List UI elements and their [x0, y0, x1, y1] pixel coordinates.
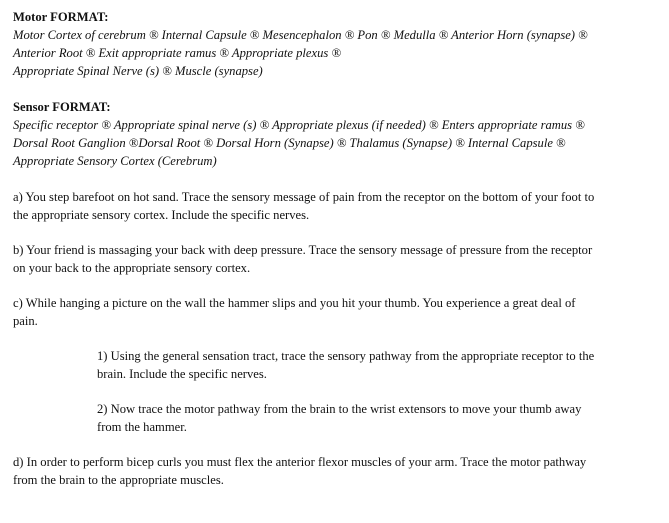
question-c2-line-1: 2) Now trace the motor pathway from the brain to the wrist extensors to move your thumb away	[97, 402, 582, 416]
motor-format-line-1: Motor Cortex of cerebrum ® Internal Capsule ® Mesencephalon ® Pon ® Medulla ® Anterior Horn (synapse) ®	[13, 28, 588, 42]
sensor-format-line-1: Specific receptor ® Appropriate spinal nerve (s) ® Appropriate plexus (if needed) ® Enters appropriate ramus ®	[13, 118, 585, 132]
question-b-line-1: b) Your friend is massaging your back with deep pressure. Trace the sensory message of pressure from the receptor	[13, 243, 593, 257]
question-a-line-1: a) You step barefoot on hot sand. Trace the sensory message of pain from the receptor on the bottom of your foot to	[13, 190, 595, 204]
question-c-line-2: pain.	[13, 314, 38, 328]
sensor-format-heading: Sensor FORMAT:	[13, 100, 111, 114]
question-c2-line-2: from the hammer.	[97, 420, 187, 434]
question-c1-line-2: brain. Include the specific nerves.	[97, 367, 267, 381]
sensor-format-line-2: Dorsal Root Ganglion ®Dorsal Root ® Dorsal Horn (Synapse) ® Thalamus (Synapse) ® Internal Capsule ®	[13, 136, 566, 150]
motor-format-heading: Motor FORMAT:	[13, 10, 109, 24]
motor-format-line-3: Appropriate Spinal Nerve (s) ® Muscle (synapse)	[13, 64, 263, 78]
question-d-line-1: d) In order to perform bicep curls you must flex the anterior flexor muscles of your arm. Trace the motor pathway	[13, 455, 587, 469]
motor-format-line-2: Anterior Root ® Exit appropriate ramus ® Appropriate plexus ®	[13, 46, 342, 60]
sensor-format-line-3: Appropriate Sensory Cortex (Cerebrum)	[13, 154, 217, 168]
question-b-line-2: on your back to the appropriate sensory cortex.	[13, 261, 251, 275]
question-c1-line-1: 1) Using the general sensation tract, trace the sensory pathway from the appropriate receptor to the	[97, 349, 595, 363]
question-a-line-2: the appropriate sensory cortex. Include the specific nerves.	[13, 208, 310, 222]
question-d-line-2: from the brain to the appropriate muscles.	[13, 473, 224, 487]
question-c-line-1: c) While hanging a picture on the wall the hammer slips and you hit your thumb. You experience a great deal of	[13, 296, 576, 310]
